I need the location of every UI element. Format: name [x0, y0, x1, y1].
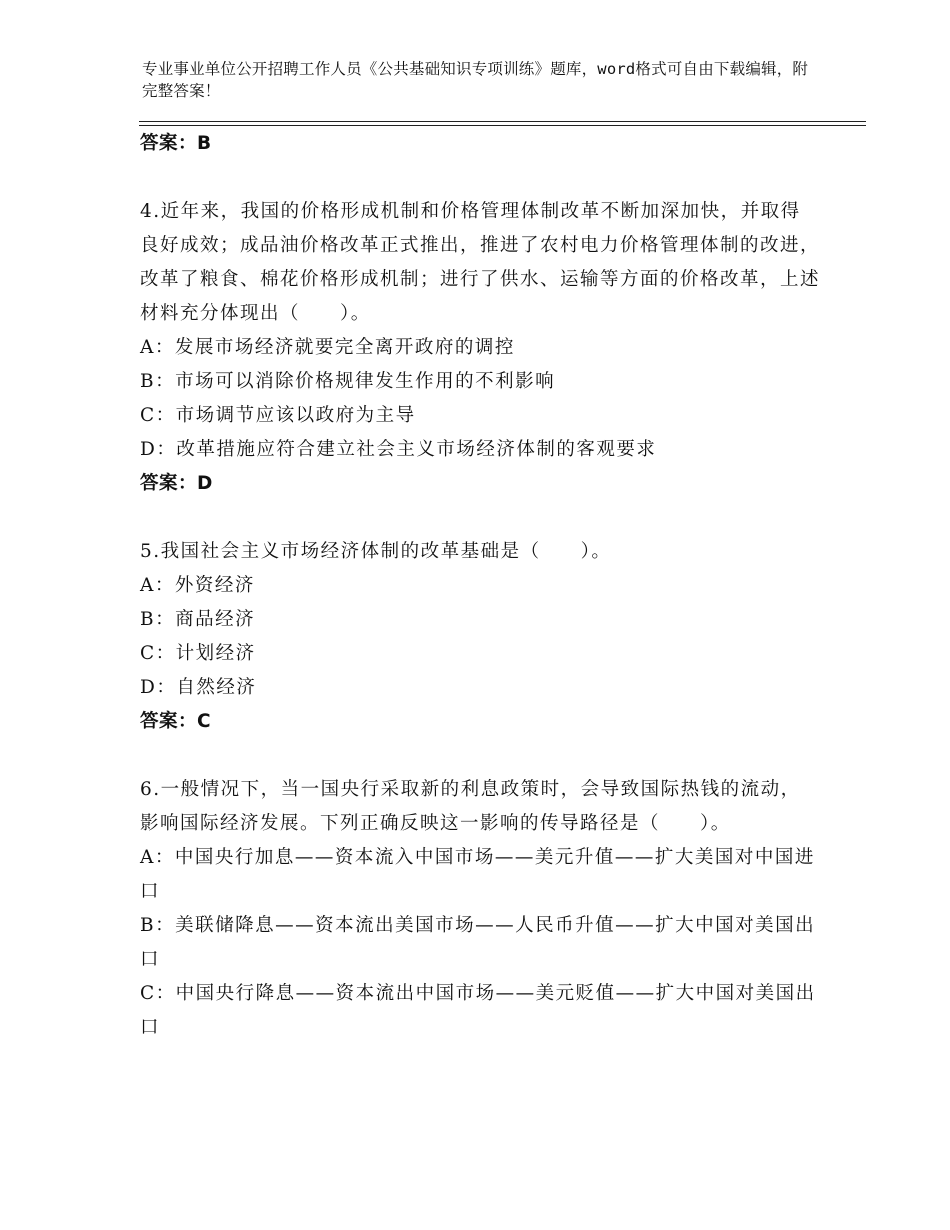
option-a: A：外资经济: [140, 575, 255, 596]
option-b: B：市场可以消除价格规律发生作用的不利影响: [140, 371, 556, 392]
question-stem: 6.一般情况下，当一国央行采取新的利息政策时，会导致国际热钱的流动，影响国际经济发展。下列正确反映这一影响的传导路径是（ ）。: [140, 779, 801, 834]
option-c: C：市场调节应该以政府为主导: [140, 405, 416, 426]
previous-answer: 答案：B: [140, 133, 212, 154]
option-a: A：中国央行加息——资本流入中国市场——美元升值——扩大美国对中国进口: [140, 847, 815, 902]
answer: 答案：C: [140, 711, 212, 732]
option-c: C：中国央行降息——资本流出中国市场——美元贬值——扩大中国对美国出口: [140, 983, 816, 1038]
header-rule-thick: [139, 121, 866, 122]
question-stem: 5.我国社会主义市场经济体制的改革基础是（ ）。: [140, 541, 612, 562]
option-a: A：发展市场经济就要完全离开政府的调控: [140, 337, 515, 358]
question-5: [140, 535, 820, 739]
document-header: 专业事业单位公开招聘工作人员《公共基础知识专项训练》题库，word格式可自由下载编辑，附完整答案！: [142, 60, 809, 100]
document-body: [140, 127, 820, 1045]
option-d: D：改革措施应符合建立社会主义市场经济体制的客观要求: [140, 439, 657, 460]
header-rule-thin: [139, 125, 866, 126]
question-stem: 4.近年来，我国的价格形成机制和价格管理体制改革不断加深加快，并取得良好成效；成品油价格改革正式推出，推进了农村电力价格管理体制的改进，改革了粮食、棉花价格形成机制；进行了供水、运输等方面的价格改革，上述材料充分体现出（ ）。: [140, 201, 821, 324]
option-c: C：计划经济: [140, 643, 256, 664]
question-4: [140, 195, 820, 501]
option-d: D：自然经济: [140, 677, 257, 698]
option-b: B：美联储降息——资本流出美国市场——人民币升值——扩大中国对美国出口: [140, 915, 816, 970]
question-6: [140, 773, 820, 1045]
option-b: B：商品经济: [140, 609, 256, 630]
answer: 答案：D: [140, 473, 213, 494]
